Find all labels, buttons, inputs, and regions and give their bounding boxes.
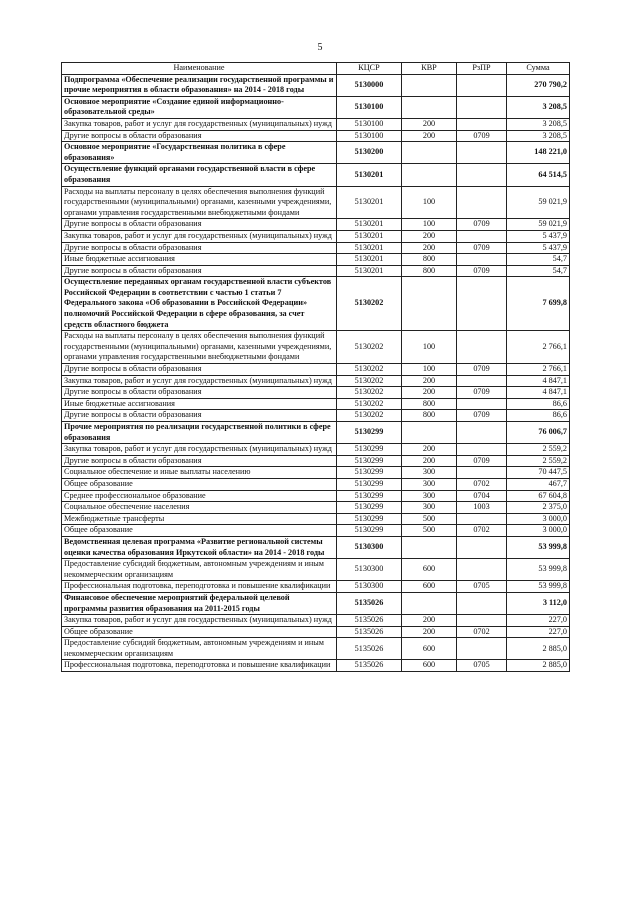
cell-name: Подпрограмма «Обеспечение реализации государственной программы и прочие мероприятия в области образования» на 2014 - 2018 годы <box>62 74 337 96</box>
cell-sum: 2 559,2 <box>507 455 570 467</box>
cell-kcsr: 5130300 <box>337 536 402 558</box>
cell-name: Социальное обеспечение и иные выплаты населению <box>62 467 337 479</box>
cell-kvr <box>402 96 457 118</box>
cell-kcsr: 5130100 <box>337 130 402 142</box>
cell-kcsr: 5130202 <box>337 387 402 399</box>
cell-name: Общее образование <box>62 525 337 537</box>
cell-name: Профессиональная подготовка, переподготовка и повышение квалификации <box>62 660 337 672</box>
cell-name: Финансовое обеспечение мероприятий федеральной целевой программы развития образования на 2011-2015 годы <box>62 592 337 614</box>
table-row <box>62 254 570 266</box>
cell-kcsr: 5135026 <box>337 660 402 672</box>
cell-sum: 467,7 <box>507 478 570 490</box>
cell-rzpr <box>457 186 507 219</box>
cell-sum: 3 208,5 <box>507 118 570 130</box>
header-name: Наименование <box>62 63 337 75</box>
cell-kvr: 300 <box>402 502 457 514</box>
cell-name: Закупка товаров, работ и услуг для государственных (муниципальных) нужд <box>62 375 337 387</box>
cell-sum: 3 208,5 <box>507 130 570 142</box>
table-row <box>62 581 570 593</box>
cell-sum: 2 559,2 <box>507 444 570 456</box>
cell-kcsr: 5130201 <box>337 265 402 277</box>
cell-kcsr: 5130202 <box>337 398 402 410</box>
table-row <box>62 118 570 130</box>
cell-kcsr: 5130299 <box>337 490 402 502</box>
cell-name: Профессиональная подготовка, переподготовка и повышение квалификации <box>62 581 337 593</box>
table-row <box>62 559 570 581</box>
cell-kvr: 200 <box>402 375 457 387</box>
cell-kvr <box>402 536 457 558</box>
cell-kcsr: 5130202 <box>337 331 402 364</box>
cell-kcsr: 5130300 <box>337 559 402 581</box>
cell-kvr <box>402 277 457 331</box>
cell-rzpr <box>457 513 507 525</box>
table-row <box>62 490 570 502</box>
table-row <box>62 525 570 537</box>
cell-kvr: 500 <box>402 525 457 537</box>
cell-kvr: 100 <box>402 186 457 219</box>
table-header <box>62 63 570 75</box>
cell-name: Другие вопросы в области образования <box>62 130 337 142</box>
table-row <box>62 277 570 331</box>
cell-kvr: 200 <box>402 615 457 627</box>
cell-kcsr: 5135026 <box>337 638 402 660</box>
budget-table <box>61 62 570 672</box>
cell-sum: 7 699,8 <box>507 277 570 331</box>
table-body <box>62 74 570 671</box>
cell-rzpr: 0709 <box>457 410 507 422</box>
cell-kvr: 600 <box>402 660 457 672</box>
cell-sum: 53 999,8 <box>507 559 570 581</box>
table-row <box>62 422 570 444</box>
cell-sum: 76 006,7 <box>507 422 570 444</box>
table-row <box>62 455 570 467</box>
cell-kvr: 600 <box>402 638 457 660</box>
header-kvr: КВР <box>402 63 457 75</box>
cell-name: Другие вопросы в области образования <box>62 265 337 277</box>
cell-name: Закупка товаров, работ и услуг для государственных (муниципальных) нужд <box>62 444 337 456</box>
cell-kcsr: 5130202 <box>337 277 402 331</box>
cell-name: Общее образование <box>62 626 337 638</box>
cell-sum: 227,0 <box>507 626 570 638</box>
cell-sum: 5 437,9 <box>507 230 570 242</box>
cell-rzpr <box>457 592 507 614</box>
cell-rzpr <box>457 118 507 130</box>
cell-kvr: 100 <box>402 219 457 231</box>
cell-kcsr: 5130202 <box>337 410 402 422</box>
cell-rzpr: 1003 <box>457 502 507 514</box>
cell-kvr: 200 <box>402 230 457 242</box>
cell-kvr: 200 <box>402 242 457 254</box>
table-row <box>62 130 570 142</box>
header-row <box>62 63 570 75</box>
cell-rzpr <box>457 331 507 364</box>
cell-name: Ведомственная целевая программа «Развитие региональной системы оценки качества образования Иркутской области» на 2014 - 2018 годы <box>62 536 337 558</box>
table-row <box>62 478 570 490</box>
cell-kcsr: 5130100 <box>337 118 402 130</box>
cell-kcsr: 5135026 <box>337 615 402 627</box>
cell-kvr: 300 <box>402 490 457 502</box>
cell-sum: 3 112,0 <box>507 592 570 614</box>
cell-rzpr: 0702 <box>457 478 507 490</box>
cell-kcsr: 5130201 <box>337 242 402 254</box>
cell-name: Основное мероприятие «Создание единой информационно-образовательной среды» <box>62 96 337 118</box>
page-number: 5 <box>317 42 323 53</box>
cell-kvr: 200 <box>402 130 457 142</box>
cell-name: Общее образование <box>62 478 337 490</box>
table-row <box>62 660 570 672</box>
cell-name: Иные бюджетные ассигнования <box>62 398 337 410</box>
cell-sum: 2 885,0 <box>507 660 570 672</box>
cell-rzpr <box>457 164 507 186</box>
cell-rzpr: 0709 <box>457 455 507 467</box>
table-row <box>62 230 570 242</box>
table-row <box>62 410 570 422</box>
cell-kvr: 300 <box>402 467 457 479</box>
table-row <box>62 74 570 96</box>
cell-name: Другие вопросы в области образования <box>62 219 337 231</box>
cell-kvr: 300 <box>402 478 457 490</box>
cell-rzpr <box>457 398 507 410</box>
cell-sum: 64 514,5 <box>507 164 570 186</box>
cell-kcsr: 5130299 <box>337 513 402 525</box>
cell-name: Закупка товаров, работ и услуг для государственных (муниципальных) нужд <box>62 230 337 242</box>
cell-kvr: 200 <box>402 444 457 456</box>
header-sum: Сумма <box>507 63 570 75</box>
cell-kvr: 800 <box>402 398 457 410</box>
cell-rzpr <box>457 277 507 331</box>
table-row <box>62 387 570 399</box>
cell-kvr: 500 <box>402 513 457 525</box>
cell-name: Закупка товаров, работ и услуг для государственных (муниципальных) нужд <box>62 118 337 130</box>
cell-kvr <box>402 164 457 186</box>
cell-kcsr: 5130201 <box>337 186 402 219</box>
table-row <box>62 265 570 277</box>
cell-rzpr <box>457 74 507 96</box>
cell-rzpr: 0709 <box>457 387 507 399</box>
cell-sum: 54,7 <box>507 254 570 266</box>
cell-kvr: 100 <box>402 364 457 376</box>
cell-kvr: 600 <box>402 581 457 593</box>
cell-name: Осуществление функций органами государственной власти в сфере образования <box>62 164 337 186</box>
cell-sum: 86,6 <box>507 410 570 422</box>
cell-sum: 2 885,0 <box>507 638 570 660</box>
cell-kcsr: 5130200 <box>337 142 402 164</box>
cell-name: Другие вопросы в области образования <box>62 410 337 422</box>
cell-kvr: 600 <box>402 559 457 581</box>
cell-kvr: 800 <box>402 265 457 277</box>
cell-rzpr <box>457 559 507 581</box>
cell-rzpr <box>457 254 507 266</box>
cell-rzpr <box>457 230 507 242</box>
table-row <box>62 331 570 364</box>
table-row <box>62 96 570 118</box>
cell-sum: 70 447,5 <box>507 467 570 479</box>
cell-name: Расходы на выплаты персоналу в целях обеспечения выполнения функций государственными (муниципальными) органами, казенными учреждениями, органами управления государственными внебюджетными фондами <box>62 186 337 219</box>
table-row <box>62 398 570 410</box>
cell-kcsr: 5130299 <box>337 444 402 456</box>
table-row <box>62 444 570 456</box>
table-row <box>62 242 570 254</box>
cell-sum: 270 790,2 <box>507 74 570 96</box>
cell-sum: 67 604,8 <box>507 490 570 502</box>
cell-kcsr: 5130299 <box>337 525 402 537</box>
table-row <box>62 536 570 558</box>
cell-name: Предоставление субсидий бюджетным, автономным учреждениям и иным некоммерческим организациям <box>62 559 337 581</box>
cell-sum: 54,7 <box>507 265 570 277</box>
cell-name: Осуществление переданных органам государственной власти субъектов Российской Федерации в соответствии с частью 1 статьи 7 Федерального закона «Об образовании в Российской Федерации» полномочий Российской Федерации в сфере образования, за счет средств областного бюджета <box>62 277 337 331</box>
cell-name: Предоставление субсидий бюджетным, автономным учреждениям и иным некоммерческим организациям <box>62 638 337 660</box>
cell-kcsr: 5130299 <box>337 422 402 444</box>
cell-kcsr: 5130202 <box>337 364 402 376</box>
cell-sum: 2 766,1 <box>507 364 570 376</box>
cell-rzpr <box>457 422 507 444</box>
cell-sum: 2 766,1 <box>507 331 570 364</box>
cell-kvr <box>402 142 457 164</box>
cell-kvr: 100 <box>402 331 457 364</box>
table-row <box>62 615 570 627</box>
cell-rzpr <box>457 467 507 479</box>
table-row <box>62 364 570 376</box>
cell-kcsr: 5130299 <box>337 467 402 479</box>
cell-rzpr <box>457 536 507 558</box>
cell-kvr: 200 <box>402 387 457 399</box>
table-row <box>62 638 570 660</box>
cell-name: Среднее профессиональное образование <box>62 490 337 502</box>
cell-sum: 148 221,0 <box>507 142 570 164</box>
cell-sum: 59 021,9 <box>507 186 570 219</box>
cell-kvr <box>402 422 457 444</box>
cell-kcsr: 5135026 <box>337 592 402 614</box>
table-row <box>62 186 570 219</box>
cell-rzpr: 0704 <box>457 490 507 502</box>
cell-name: Другие вопросы в области образования <box>62 387 337 399</box>
cell-sum: 53 999,8 <box>507 581 570 593</box>
cell-rzpr <box>457 96 507 118</box>
cell-rzpr: 0705 <box>457 581 507 593</box>
header-kcsr: КЦСР <box>337 63 402 75</box>
cell-kcsr: 5130202 <box>337 375 402 387</box>
header-rzpr: РзПР <box>457 63 507 75</box>
cell-sum: 86,6 <box>507 398 570 410</box>
cell-sum: 3 000,0 <box>507 513 570 525</box>
cell-kvr: 800 <box>402 254 457 266</box>
cell-name: Другие вопросы в области образования <box>62 455 337 467</box>
cell-rzpr: 0702 <box>457 525 507 537</box>
table-row <box>62 626 570 638</box>
cell-rzpr: 0705 <box>457 660 507 672</box>
cell-kvr <box>402 74 457 96</box>
table-row <box>62 467 570 479</box>
table-row <box>62 502 570 514</box>
cell-name: Расходы на выплаты персоналу в целях обеспечения выполнения функций государственными (муниципальными) органами, казенными учреждениями, органами управления государственными внебюджетными фондами <box>62 331 337 364</box>
cell-kcsr: 5130201 <box>337 164 402 186</box>
cell-kcsr: 5130300 <box>337 581 402 593</box>
cell-sum: 59 021,9 <box>507 219 570 231</box>
cell-sum: 2 375,0 <box>507 502 570 514</box>
cell-name: Межбюджетные трансферты <box>62 513 337 525</box>
cell-rzpr: 0709 <box>457 265 507 277</box>
cell-name: Прочие мероприятия по реализации государственной политики в сфере образования <box>62 422 337 444</box>
cell-rzpr: 0709 <box>457 219 507 231</box>
cell-kcsr: 5130000 <box>337 74 402 96</box>
cell-sum: 3 208,5 <box>507 96 570 118</box>
cell-kcsr: 5130299 <box>337 455 402 467</box>
cell-kvr: 200 <box>402 626 457 638</box>
cell-rzpr <box>457 142 507 164</box>
cell-name: Основное мероприятие «Государственная политика в сфере образования» <box>62 142 337 164</box>
cell-sum: 227,0 <box>507 615 570 627</box>
cell-name: Другие вопросы в области образования <box>62 364 337 376</box>
cell-rzpr <box>457 615 507 627</box>
cell-name: Социальное обеспечение населения <box>62 502 337 514</box>
cell-rzpr: 0709 <box>457 364 507 376</box>
cell-rzpr: 0709 <box>457 130 507 142</box>
cell-kcsr: 5130201 <box>337 254 402 266</box>
table-row <box>62 164 570 186</box>
cell-sum: 5 437,9 <box>507 242 570 254</box>
cell-kvr: 200 <box>402 455 457 467</box>
cell-kcsr: 5130299 <box>337 502 402 514</box>
cell-kcsr: 5135026 <box>337 626 402 638</box>
table-row <box>62 513 570 525</box>
cell-name: Иные бюджетные ассигнования <box>62 254 337 266</box>
cell-sum: 53 999,8 <box>507 536 570 558</box>
cell-name: Другие вопросы в области образования <box>62 242 337 254</box>
cell-rzpr: 0709 <box>457 242 507 254</box>
cell-name: Закупка товаров, работ и услуг для государственных (муниципальных) нужд <box>62 615 337 627</box>
cell-sum: 4 847,1 <box>507 375 570 387</box>
cell-rzpr <box>457 444 507 456</box>
table-row <box>62 219 570 231</box>
cell-sum: 3 000,0 <box>507 525 570 537</box>
cell-kcsr: 5130299 <box>337 478 402 490</box>
cell-rzpr <box>457 638 507 660</box>
table-row <box>62 142 570 164</box>
table-row <box>62 592 570 614</box>
cell-rzpr <box>457 375 507 387</box>
cell-kcsr: 5130100 <box>337 96 402 118</box>
cell-rzpr: 0702 <box>457 626 507 638</box>
cell-kcsr: 5130201 <box>337 230 402 242</box>
cell-kvr: 800 <box>402 410 457 422</box>
cell-kvr: 200 <box>402 118 457 130</box>
cell-kvr <box>402 592 457 614</box>
cell-sum: 4 847,1 <box>507 387 570 399</box>
cell-kcsr: 5130201 <box>337 219 402 231</box>
table-row <box>62 375 570 387</box>
